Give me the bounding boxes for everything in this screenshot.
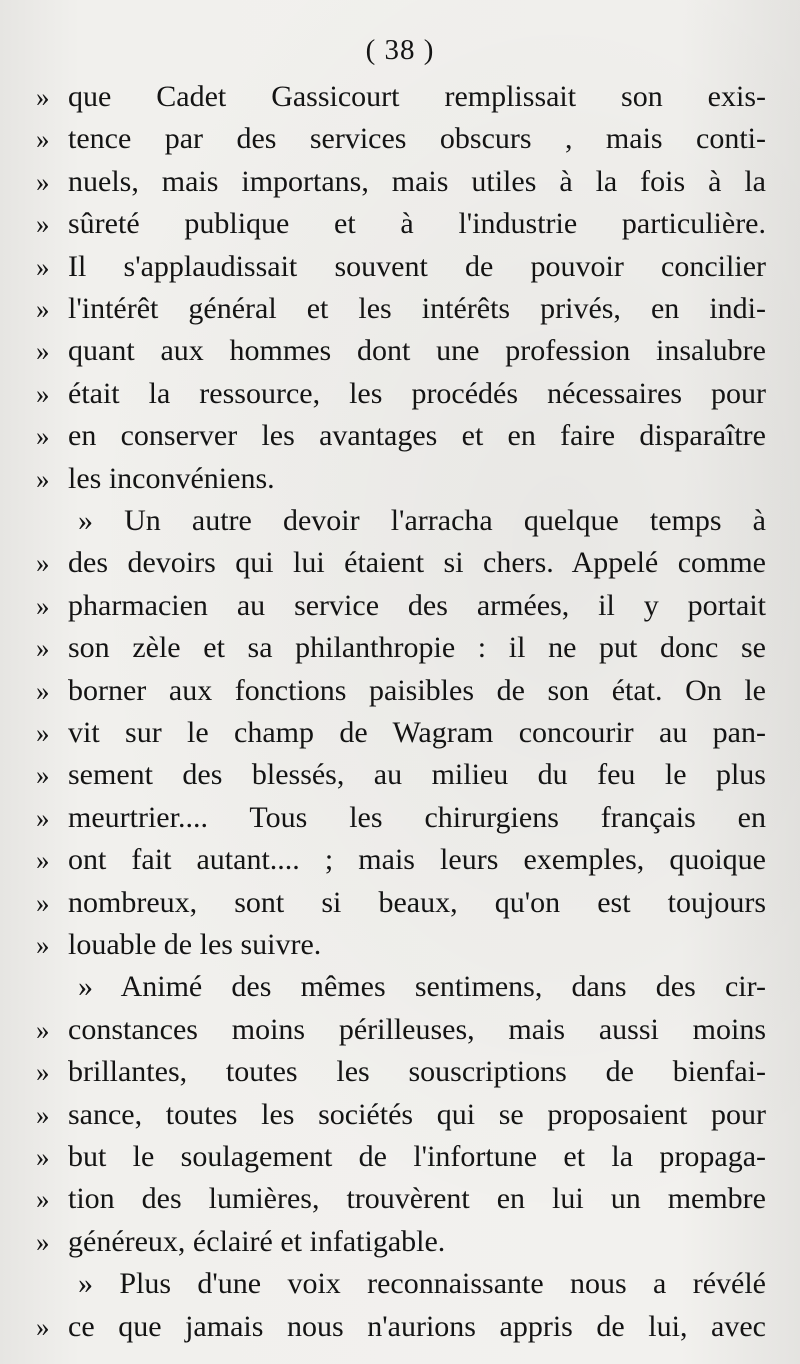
line-text: sement des blessés, au milieu du feu le plus	[68, 758, 766, 792]
line-text: l'intérêt général et les intérêts privés, en indi-	[68, 292, 766, 325]
line-text: borner aux fonctions paisibles de son état. On le	[68, 673, 766, 707]
quote-mark: »	[36, 887, 50, 918]
text-line	[0, 1009, 800, 1051]
quote-mark: »	[36, 294, 50, 324]
text-line	[0, 203, 800, 245]
quote-mark: »	[36, 1014, 50, 1045]
line-text: brillantes, toutes les souscriptions de bienfai-	[68, 1055, 766, 1089]
line-text: Il s'applaudissait souvent de pouvoir concilier	[68, 249, 766, 283]
text-line	[0, 1178, 800, 1220]
text-line	[0, 1306, 800, 1348]
quote-mark: »	[36, 82, 50, 112]
quote-mark: »	[36, 421, 50, 452]
quote-mark: »	[36, 760, 50, 791]
line-text: » Animé des mêmes sentimens, dans des cir-	[78, 970, 766, 1004]
line-text: les inconvéniens.	[68, 461, 275, 495]
line-text: ce que jamais nous n'aurions appris de lui, avec	[68, 1309, 766, 1343]
text-line	[0, 797, 800, 839]
quote-mark: »	[36, 378, 50, 409]
quote-mark: »	[36, 1057, 50, 1088]
line-text: sûreté publique et à l'industrie particulière.	[68, 207, 766, 241]
quote-mark: »	[36, 802, 50, 833]
line-text: vit sur le champ de Wagram concourir au pan-	[68, 716, 766, 749]
quote-mark: »	[36, 1311, 50, 1342]
quote-mark: »	[36, 124, 50, 155]
line-text: nuels, mais importans, mais utiles à la fois à la	[68, 164, 766, 198]
text-line	[0, 76, 800, 118]
line-text: » Plus d'une voix reconnaissante nous a révélé	[78, 1267, 766, 1301]
quote-mark: »	[36, 1099, 50, 1130]
text-line	[0, 712, 800, 754]
line-text: en conserver les avantages et en faire disparaître	[68, 419, 766, 453]
quote-mark: »	[36, 675, 50, 706]
text-line	[0, 161, 800, 203]
quote-mark: »	[36, 1184, 50, 1215]
line-text: louable de les suivre.	[68, 928, 322, 961]
text-line	[0, 1094, 800, 1136]
line-text: était la ressource, les procédés nécessaires pour	[68, 376, 766, 410]
quote-mark: »	[36, 463, 50, 494]
quote-mark: »	[36, 590, 50, 621]
quote-mark: »	[36, 209, 50, 240]
line-text: sance, toutes les sociétés qui se proposaient pour	[68, 1097, 766, 1131]
page-number: ( 38 )	[365, 34, 435, 66]
quote-mark: »	[36, 930, 50, 960]
text-line	[0, 627, 800, 669]
line-text: but le soulagement de l'infortune et la propaga-	[68, 1140, 766, 1173]
text-line	[0, 288, 800, 330]
text-line	[0, 585, 800, 627]
line-text: constances moins périlleuses, mais aussi moins	[68, 1012, 766, 1046]
line-text: généreux, éclairé et infatigable.	[68, 1224, 446, 1258]
line-text: meurtrier.... Tous les chirurgiens français en	[68, 800, 766, 834]
text-line	[0, 839, 800, 881]
text-line	[0, 118, 800, 160]
line-text: nombreux, sont si beaux, qu'on est toujours	[68, 885, 766, 919]
line-text: quant aux hommes dont une profession insalubre	[68, 334, 766, 368]
text-line	[0, 754, 800, 796]
text-line	[0, 246, 800, 288]
quote-mark: »	[36, 845, 50, 876]
quote-mark: »	[36, 1142, 50, 1172]
line-text: tence par des services obscurs , mais conti-	[68, 122, 766, 156]
text-line	[0, 542, 800, 584]
text-line	[0, 1136, 800, 1178]
line-text: son zèle et sa philanthropie : il ne put donc se	[68, 631, 766, 665]
text-line	[0, 373, 800, 415]
quote-mark: »	[36, 166, 50, 197]
quote-mark: »	[36, 718, 50, 748]
text-line	[0, 330, 800, 372]
quote-mark: »	[36, 1226, 50, 1257]
text-line	[0, 670, 800, 712]
line-text: pharmacien au service des armées, il y portait	[68, 588, 766, 622]
text-line	[0, 500, 800, 542]
text-line	[0, 1263, 800, 1305]
text-line	[0, 1221, 800, 1263]
text-line	[0, 458, 800, 500]
text-line	[0, 966, 800, 1008]
line-text: des devoirs qui lui étaient si chers. Appelé comme	[68, 546, 766, 580]
quote-mark: »	[36, 251, 50, 282]
quote-mark: »	[36, 336, 50, 367]
line-text: que Cadet Gassicourt remplissait son exis-	[68, 80, 766, 113]
text-line	[0, 882, 800, 924]
line-text: ont fait autant.... ; mais leurs exemples, quoique	[68, 843, 766, 877]
text-line	[0, 924, 800, 966]
line-text: tion des lumières, trouvèrent en lui un membre	[68, 1182, 766, 1216]
text-line	[0, 415, 800, 457]
line-text: » Un autre devoir l'arracha quelque temps à	[78, 504, 766, 537]
quote-mark: »	[36, 548, 50, 579]
quote-mark: »	[36, 633, 50, 664]
text-line	[0, 1051, 800, 1093]
